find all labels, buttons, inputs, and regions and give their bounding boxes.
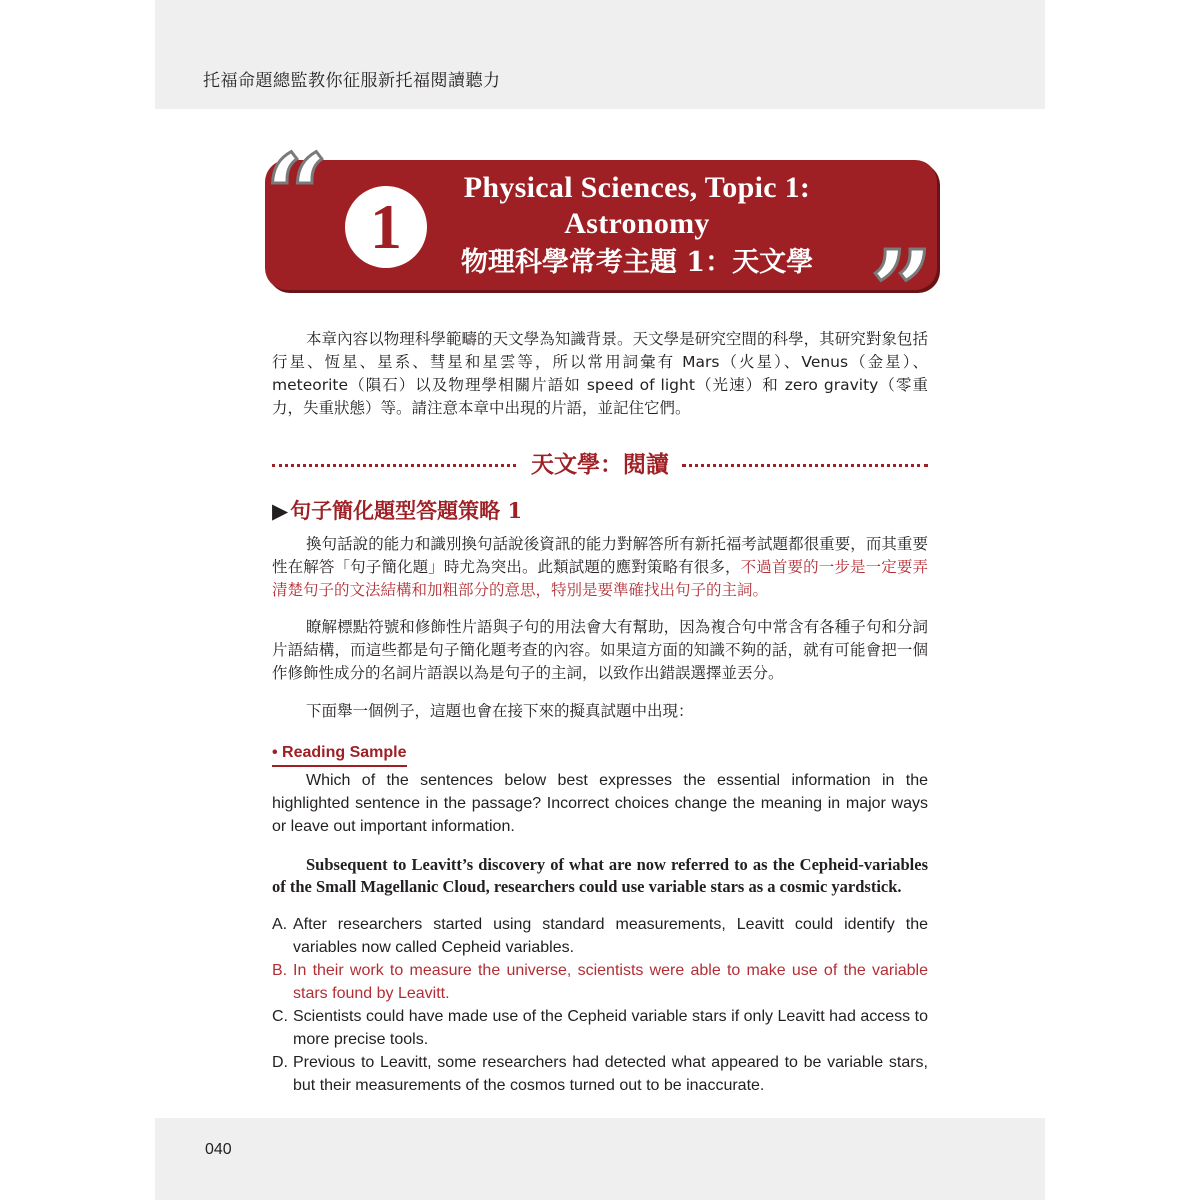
option-c xyxy=(272,1005,928,1051)
strategy-key-point: 不過首要的一步是一定要弄清楚句子的文法結構和加粗部分的意思，特別是要準確找出句子的主詞。 xyxy=(272,558,928,599)
chapter-title-en-line1: Physical Sciences, Topic 1: xyxy=(463,171,811,204)
strategy-paragraph-1 xyxy=(272,533,928,602)
reading-sample-label: • Reading Sample xyxy=(272,742,407,767)
option-d xyxy=(272,1051,928,1097)
strategy-paragraph-1-text: 換句話說的能力和識別換句話說後資訊的能力對解答所有新托福考試題都很重要，而其重要性在解答「句子簡化題」時尤為突出。此類試題的應對策略有很多， xyxy=(272,535,928,576)
book-title: 托福命題總監教你征服新托福閱讀聽力 xyxy=(203,71,501,91)
section-title: 天文學：閱讀 xyxy=(531,452,669,478)
open-quote-icon: “ xyxy=(265,130,329,259)
option-text: In their work to measure the universe, scientists were able to make use of the variable stars found by Leavitt. xyxy=(293,962,928,1002)
option-letter: C. xyxy=(272,1008,288,1025)
chapter-number-badge: 1 xyxy=(345,186,427,268)
strategy-heading xyxy=(272,497,522,525)
strategy-paragraph-2: 瞭解標點符號和修飾性片語與子句的用法會大有幫助，因為複合句中常含有各種子句和分詞片語結構，而這些都是句子簡化題考查的內容。如果這方面的知識不夠的話，就有可能會把一個作修飾性成分的名詞片語誤以為是句子的主詞，以致作出錯誤選擇並丟分。 xyxy=(272,618,928,682)
strategy-title: 句子簡化題型答題策略 1 xyxy=(290,498,523,523)
chapter-title xyxy=(437,170,837,282)
highlighted-sentence: Subsequent to Leavitt’s discovery of what are now referred to as the Cepheid-variables of the Small Magellanic Cloud, researchers could use variable stars as a cosmic yardstick. xyxy=(272,855,928,896)
option-letter: A. xyxy=(272,916,288,933)
page-header xyxy=(155,0,1045,109)
option-b-correct xyxy=(272,959,928,1005)
triangle-bullet-icon: ▶ xyxy=(272,498,289,523)
option-letter: B. xyxy=(272,962,288,979)
answer-options xyxy=(272,913,928,1097)
option-letter: D. xyxy=(272,1054,288,1071)
section-heading xyxy=(272,450,928,482)
option-a xyxy=(272,913,928,959)
sample-question: Which of the sentences below best expresses the essential information in the highlighted sentence in the passage? Incorrect choices change the meaning in major ways or leave out important information. xyxy=(272,772,928,835)
section-divider-right xyxy=(682,464,928,467)
chapter-title-en-line2: Astronomy xyxy=(564,207,710,240)
book-page xyxy=(155,0,1045,1200)
option-text: Previous to Leavitt, some researchers had detected what appeared to be variable stars, but their measurements of the cosmos turned out to be inaccurate. xyxy=(293,1054,928,1094)
intro-paragraph: 本章內容以物理科學範疇的天文學為知識背景。天文學是研究空間的科學，其研究對象包括行星、恆星、星系、彗星和星雲等，所以常用詞彙有 Mars（火星）、Venus（金星）、meteorite（隕石）以及物理學相關片語如 speed of light（光速）和 zero gravity（零重力，失重狀態）等。請注意本章中出現的片語，並記住它們。 xyxy=(272,330,928,417)
close-quote-icon: ” xyxy=(870,226,934,355)
page-footer xyxy=(155,1118,1045,1200)
chapter-title-zh: 物理科學常考主題 1：天文學 xyxy=(460,247,814,278)
strategy-paragraph-3: 下面舉一個例子，這題也會在接下來的擬真試題中出現： xyxy=(306,702,694,720)
option-text: Scientists could have made use of the Cepheid variable stars if only Leavitt had access to more precise tools. xyxy=(293,1008,928,1048)
section-divider-left xyxy=(272,464,516,467)
page-number: 040 xyxy=(205,1141,232,1158)
option-text: After researchers started using standard measurements, Leavitt could identify the variables now called Cepheid variables. xyxy=(293,916,928,956)
